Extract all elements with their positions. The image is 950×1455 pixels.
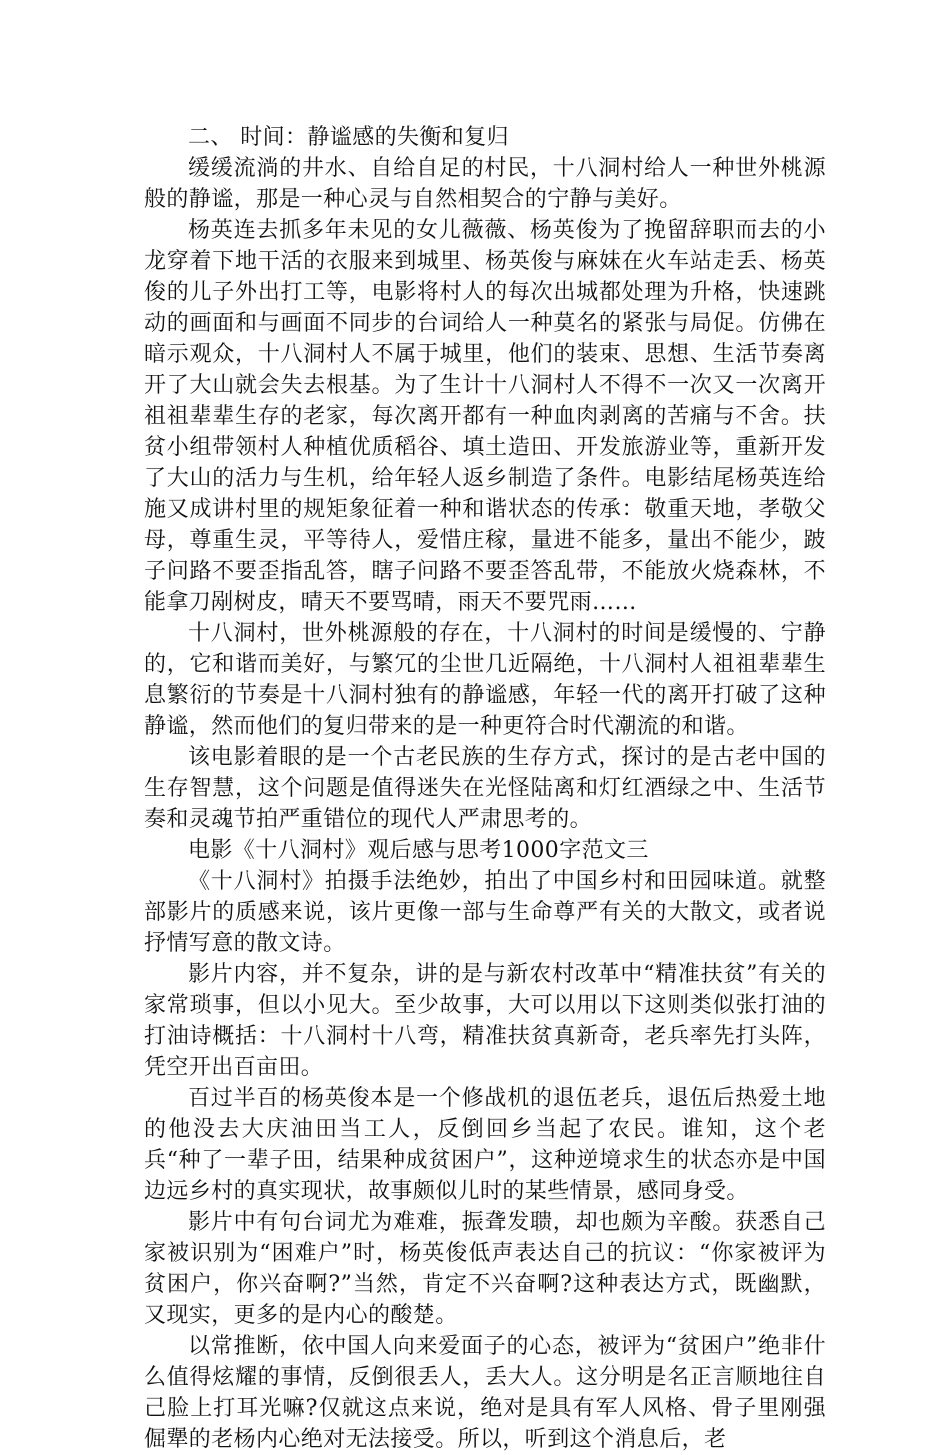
paragraph: 杨英连去抓多年未见的女儿薇薇、杨英俊为了挽留辞职而去的小龙穿着下地干活的衣服来到城里、杨英俊与麻妹在火车站走丢、杨英俊的儿子外出打工等，电影将村人的每次出城都处理为升格，快速跳动的画面和与画面不同步的台词给人一种莫名的紧张与局促。仿佛在暗示观众，十八洞村人不属于城里，他们的装束、思想、生活节奏离开了大山就会失去根基。为了生计十八洞村人不得不一次又一次离开祖祖辈辈生存的老家，每次离开都有一种血肉剥离的苦痛与不舍。扶贫小组带领村人种植优质稻谷、填土造田、开发旅游业等，重新开发了大山的活力与生机，给年轻人返乡制造了条件。电影结尾杨英连给施又成讲村里的规矩象征着一种和谐状态的传承：敬重天地，孝敬父母，尊重生灵，平等待人，爱惜庄稼，量进不能多，量出不能少，跛子问路不要歪指乱答，瞎子问路不要歪答乱带，不能放火烧森林，不能拿刀剐树皮，晴天不要骂晴，雨天不要咒雨…… <box>144 218 826 615</box>
section-heading: 二、 时间：静谧感的失衡和复归 <box>188 125 509 150</box>
paragraph: 影片内容，并不复杂，讲的是与新农村改革中“精准扶贫”有关的家常琐事，但以小见大。至少故事，大可以用以下这则类似张打油的打油诗概括：十八洞村十八弯，精准扶贫真新奇，老兵率先打头阵，凭空开出百亩田。 <box>144 962 826 1080</box>
paragraph: 缓缓流淌的井水、自给自足的村民，十八洞村给人一种世外桃源般的静谧，那是一种心灵与自然相契合的宁静与美好。 <box>144 156 826 212</box>
paragraph: 该电影着眼的是一个古老民族的生存方式，探讨的是古老中国的生存智慧，这个问题是值得迷失在光怪陆离和灯红酒绿之中、生活节奏和灵魂节拍严重错位的现代人严肃思考的。 <box>144 745 826 832</box>
paragraph: 以常推断，依中国人向来爱面子的心态，被评为“贫困户”绝非什么值得炫耀的事情，反倒很丢人，丢大人。这分明是名正言顺地往自己脸上打耳光嘛?仅就这点来说，绝对是具有军人风格、骨子里刚强倔犟的老杨内心绝对无法接受。所以，听到这个消息后，老 <box>144 1334 826 1452</box>
paragraph: 百过半百的杨英俊本是一个修战机的退伍老兵，退伍后热爱土地的他没去大庆油田当工人，反倒回乡当起了农民。谁知，这个老兵“种了一辈子田，结果种成贫困户”，这种逆境求生的状态亦是中国边远乡村的真实现状，故事颇似儿时的某些情景，感同身受。 <box>144 1086 826 1204</box>
document-body <box>144 122 826 1455</box>
paragraph: 影片中有句台词尤为难难，振聋发聩，却也颇为辛酸。获悉自己家被识别为“困难户”时，杨英俊低声表达自己的抗议：“你家被评为贫困户，你兴奋啊?”当然，肯定不兴奋啊?这种表达方式，既幽默，又现实，更多的是内心的酸楚。 <box>144 1210 826 1328</box>
paragraph: 十八洞村，世外桃源般的存在，十八洞村的时间是缓慢的、宁静的，它和谐而美好，与繁冗的尘世几近隔绝，十八洞村人祖祖辈辈生息繁衍的节奏是十八洞村独有的静谧感，年轻一代的离开打破了这种静谧，然而他们的复归带来的是一种更符合时代潮流的和谐。 <box>144 621 826 739</box>
essay-title: 电影《十八洞村》观后感与思考1000字范文三 <box>188 838 649 863</box>
paragraph: 《十八洞村》拍摄手法绝妙，拍出了中国乡村和田园味道。就整部影片的质感来说，该片更像一部与生命尊严有关的大散文，或者说抒情写意的散文诗。 <box>144 869 826 956</box>
